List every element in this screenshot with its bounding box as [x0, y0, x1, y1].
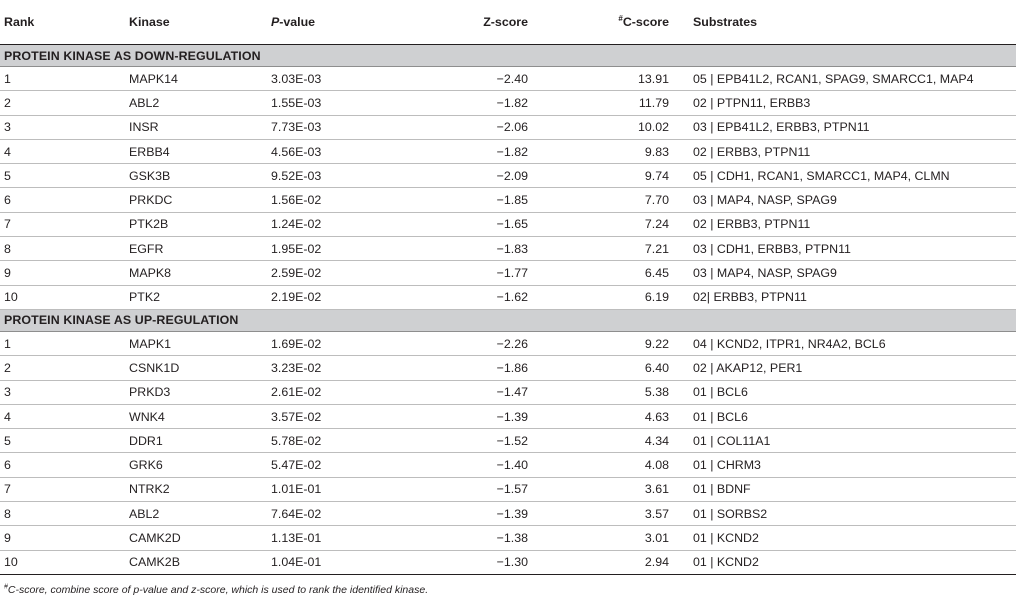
- cell-pvalue: 1.69E-02: [267, 331, 393, 355]
- table-row: [0, 502, 1016, 526]
- header-pvalue-italic: P: [271, 15, 280, 29]
- cell-pvalue: 2.61E-02: [267, 380, 393, 404]
- cell-kinase: CSNK1D: [125, 356, 267, 380]
- cell-rank: 7: [0, 477, 125, 501]
- cell-cscore: 10.02: [536, 115, 677, 139]
- cell-pvalue: 5.78E-02: [267, 429, 393, 453]
- cell-substrates: 01 | CHRM3: [677, 453, 1016, 477]
- cell-zscore: −1.39: [393, 404, 536, 428]
- cell-cscore: 6.40: [536, 356, 677, 380]
- cell-pvalue: 7.73E-03: [267, 115, 393, 139]
- section-title: PROTEIN KINASE AS UP-REGULATION: [0, 309, 1016, 331]
- header-cscore-mark: #: [618, 13, 623, 23]
- cell-rank: 4: [0, 139, 125, 163]
- cell-zscore: −2.09: [393, 164, 536, 188]
- cell-substrates: 05 | CDH1, RCAN1, SMARCC1, MAP4, CLMN: [677, 164, 1016, 188]
- cell-zscore: −1.65: [393, 212, 536, 236]
- cell-rank: 1: [0, 331, 125, 355]
- cell-pvalue: 3.57E-02: [267, 404, 393, 428]
- table-row: [0, 550, 1016, 574]
- cell-pvalue: 3.23E-02: [267, 356, 393, 380]
- cell-kinase: PRKDC: [125, 188, 267, 212]
- cell-rank: 5: [0, 429, 125, 453]
- cell-pvalue: 3.03E-03: [267, 67, 393, 91]
- cell-zscore: −2.40: [393, 67, 536, 91]
- cell-cscore: 7.70: [536, 188, 677, 212]
- cell-substrates: 01 | KCND2: [677, 526, 1016, 550]
- cell-zscore: −1.86: [393, 356, 536, 380]
- cell-kinase: NTRK2: [125, 477, 267, 501]
- cell-kinase: WNK4: [125, 404, 267, 428]
- cell-kinase: PTK2B: [125, 212, 267, 236]
- cell-cscore: 7.21: [536, 237, 677, 261]
- table-row: [0, 91, 1016, 115]
- cell-cscore: 7.24: [536, 212, 677, 236]
- cell-pvalue: 1.04E-01: [267, 550, 393, 574]
- cell-rank: 7: [0, 212, 125, 236]
- cell-substrates: 03 | MAP4, NASP, SPAG9: [677, 188, 1016, 212]
- cell-substrates: 01 | BCL6: [677, 404, 1016, 428]
- cell-kinase: MAPK1: [125, 331, 267, 355]
- cell-pvalue: 1.13E-01: [267, 526, 393, 550]
- cell-substrates: 03 | EPB41L2, ERBB3, PTPN11: [677, 115, 1016, 139]
- cell-cscore: 4.34: [536, 429, 677, 453]
- cell-kinase: MAPK14: [125, 67, 267, 91]
- header-row: [0, 0, 1016, 45]
- header-substrates: Substrates: [677, 0, 1016, 45]
- cell-zscore: −1.85: [393, 188, 536, 212]
- cell-pvalue: 1.95E-02: [267, 237, 393, 261]
- cell-substrates: 01 | BDNF: [677, 477, 1016, 501]
- cell-pvalue: 1.01E-01: [267, 477, 393, 501]
- cell-zscore: −1.38: [393, 526, 536, 550]
- table-row: [0, 237, 1016, 261]
- table-row: [0, 477, 1016, 501]
- cell-kinase: CAMK2B: [125, 550, 267, 574]
- cell-kinase: CAMK2D: [125, 526, 267, 550]
- cell-pvalue: 1.56E-02: [267, 188, 393, 212]
- cell-rank: 8: [0, 237, 125, 261]
- cell-rank: 2: [0, 91, 125, 115]
- header-kinase: Kinase: [125, 0, 267, 45]
- cell-substrates: 05 | EPB41L2, RCAN1, SPAG9, SMARCC1, MAP4: [677, 67, 1016, 91]
- cell-rank: 1: [0, 67, 125, 91]
- table-row: [0, 67, 1016, 91]
- cell-pvalue: 9.52E-03: [267, 164, 393, 188]
- cell-cscore: 11.79: [536, 91, 677, 115]
- cell-pvalue: 1.55E-03: [267, 91, 393, 115]
- cell-rank: 5: [0, 164, 125, 188]
- cell-kinase: INSR: [125, 115, 267, 139]
- cell-rank: 9: [0, 261, 125, 285]
- section-header-row: [0, 309, 1016, 331]
- table-row: [0, 429, 1016, 453]
- section-title: PROTEIN KINASE AS DOWN-REGULATION: [0, 45, 1016, 67]
- table-header: [0, 0, 1016, 45]
- table-row: [0, 526, 1016, 550]
- cell-substrates: 02 | AKAP12, PER1: [677, 356, 1016, 380]
- cell-rank: 6: [0, 188, 125, 212]
- cell-substrates: 03 | CDH1, ERBB3, PTPN11: [677, 237, 1016, 261]
- table-row: [0, 356, 1016, 380]
- cell-zscore: −2.06: [393, 115, 536, 139]
- cell-rank: 2: [0, 356, 125, 380]
- header-pvalue: [267, 0, 393, 45]
- cell-substrates: 02| ERBB3, PTPN11: [677, 285, 1016, 309]
- cell-zscore: −1.30: [393, 550, 536, 574]
- header-rank: Rank: [0, 0, 125, 45]
- cell-cscore: 3.01: [536, 526, 677, 550]
- cell-kinase: GSK3B: [125, 164, 267, 188]
- cell-pvalue: 1.24E-02: [267, 212, 393, 236]
- cell-zscore: −1.83: [393, 237, 536, 261]
- cell-kinase: ERBB4: [125, 139, 267, 163]
- cell-cscore: 6.45: [536, 261, 677, 285]
- cell-substrates: 02 | ERBB3, PTPN11: [677, 139, 1016, 163]
- cell-cscore: 3.57: [536, 502, 677, 526]
- footnote-mark: #: [4, 583, 8, 591]
- cell-cscore: 9.74: [536, 164, 677, 188]
- table-row: [0, 188, 1016, 212]
- table-row: [0, 139, 1016, 163]
- cell-zscore: −1.39: [393, 502, 536, 526]
- footnote: [4, 584, 428, 596]
- table-row: [0, 115, 1016, 139]
- header-zscore: Z-score: [393, 0, 536, 45]
- cell-zscore: −1.82: [393, 139, 536, 163]
- cell-zscore: −2.26: [393, 331, 536, 355]
- table-row: [0, 453, 1016, 477]
- cell-zscore: −1.52: [393, 429, 536, 453]
- footnote-text: C-score, combine score of p-value and z-score, which is used to rank the identified kinase.: [7, 584, 429, 596]
- section-header-row: [0, 45, 1016, 67]
- cell-substrates: 03 | MAP4, NASP, SPAG9: [677, 261, 1016, 285]
- cell-cscore: 9.83: [536, 139, 677, 163]
- cell-zscore: −1.57: [393, 477, 536, 501]
- header-pvalue-rest: -value: [279, 15, 316, 29]
- table-row: [0, 380, 1016, 404]
- cell-rank: 10: [0, 550, 125, 574]
- cell-kinase: ABL2: [125, 502, 267, 526]
- cell-kinase: EGFR: [125, 237, 267, 261]
- cell-substrates: 02 | ERBB3, PTPN11: [677, 212, 1016, 236]
- cell-cscore: 4.08: [536, 453, 677, 477]
- table-row: [0, 285, 1016, 309]
- table-row: [0, 404, 1016, 428]
- header-cscore: [536, 0, 677, 45]
- cell-cscore: 5.38: [536, 380, 677, 404]
- cell-cscore: 6.19: [536, 285, 677, 309]
- cell-cscore: 4.63: [536, 404, 677, 428]
- cell-rank: 6: [0, 453, 125, 477]
- cell-kinase: DDR1: [125, 429, 267, 453]
- cell-rank: 4: [0, 404, 125, 428]
- cell-zscore: −1.82: [393, 91, 536, 115]
- cell-pvalue: 5.47E-02: [267, 453, 393, 477]
- table-row: [0, 261, 1016, 285]
- cell-kinase: PTK2: [125, 285, 267, 309]
- cell-kinase: GRK6: [125, 453, 267, 477]
- cell-rank: 8: [0, 502, 125, 526]
- cell-pvalue: 4.56E-03: [267, 139, 393, 163]
- cell-cscore: 2.94: [536, 550, 677, 574]
- cell-kinase: PRKD3: [125, 380, 267, 404]
- table-row: [0, 164, 1016, 188]
- cell-cscore: 9.22: [536, 331, 677, 355]
- cell-rank: 9: [0, 526, 125, 550]
- cell-cscore: 13.91: [536, 67, 677, 91]
- table-row: [0, 331, 1016, 355]
- cell-rank: 3: [0, 115, 125, 139]
- cell-pvalue: 2.59E-02: [267, 261, 393, 285]
- cell-rank: 3: [0, 380, 125, 404]
- table-body: [0, 45, 1016, 575]
- cell-zscore: −1.77: [393, 261, 536, 285]
- cell-substrates: 02 | PTPN11, ERBB3: [677, 91, 1016, 115]
- header-cscore-label: C-score: [622, 15, 669, 29]
- cell-zscore: −1.47: [393, 380, 536, 404]
- cell-substrates: 01 | BCL6: [677, 380, 1016, 404]
- cell-zscore: −1.40: [393, 453, 536, 477]
- cell-substrates: 01 | KCND2: [677, 550, 1016, 574]
- cell-substrates: 01 | SORBS2: [677, 502, 1016, 526]
- cell-zscore: −1.62: [393, 285, 536, 309]
- cell-cscore: 3.61: [536, 477, 677, 501]
- cell-pvalue: 7.64E-02: [267, 502, 393, 526]
- cell-substrates: 01 | COL11A1: [677, 429, 1016, 453]
- table-row: [0, 212, 1016, 236]
- cell-kinase: MAPK8: [125, 261, 267, 285]
- cell-pvalue: 2.19E-02: [267, 285, 393, 309]
- cell-kinase: ABL2: [125, 91, 267, 115]
- cell-rank: 10: [0, 285, 125, 309]
- cell-substrates: 04 | KCND2, ITPR1, NR4A2, BCL6: [677, 331, 1016, 355]
